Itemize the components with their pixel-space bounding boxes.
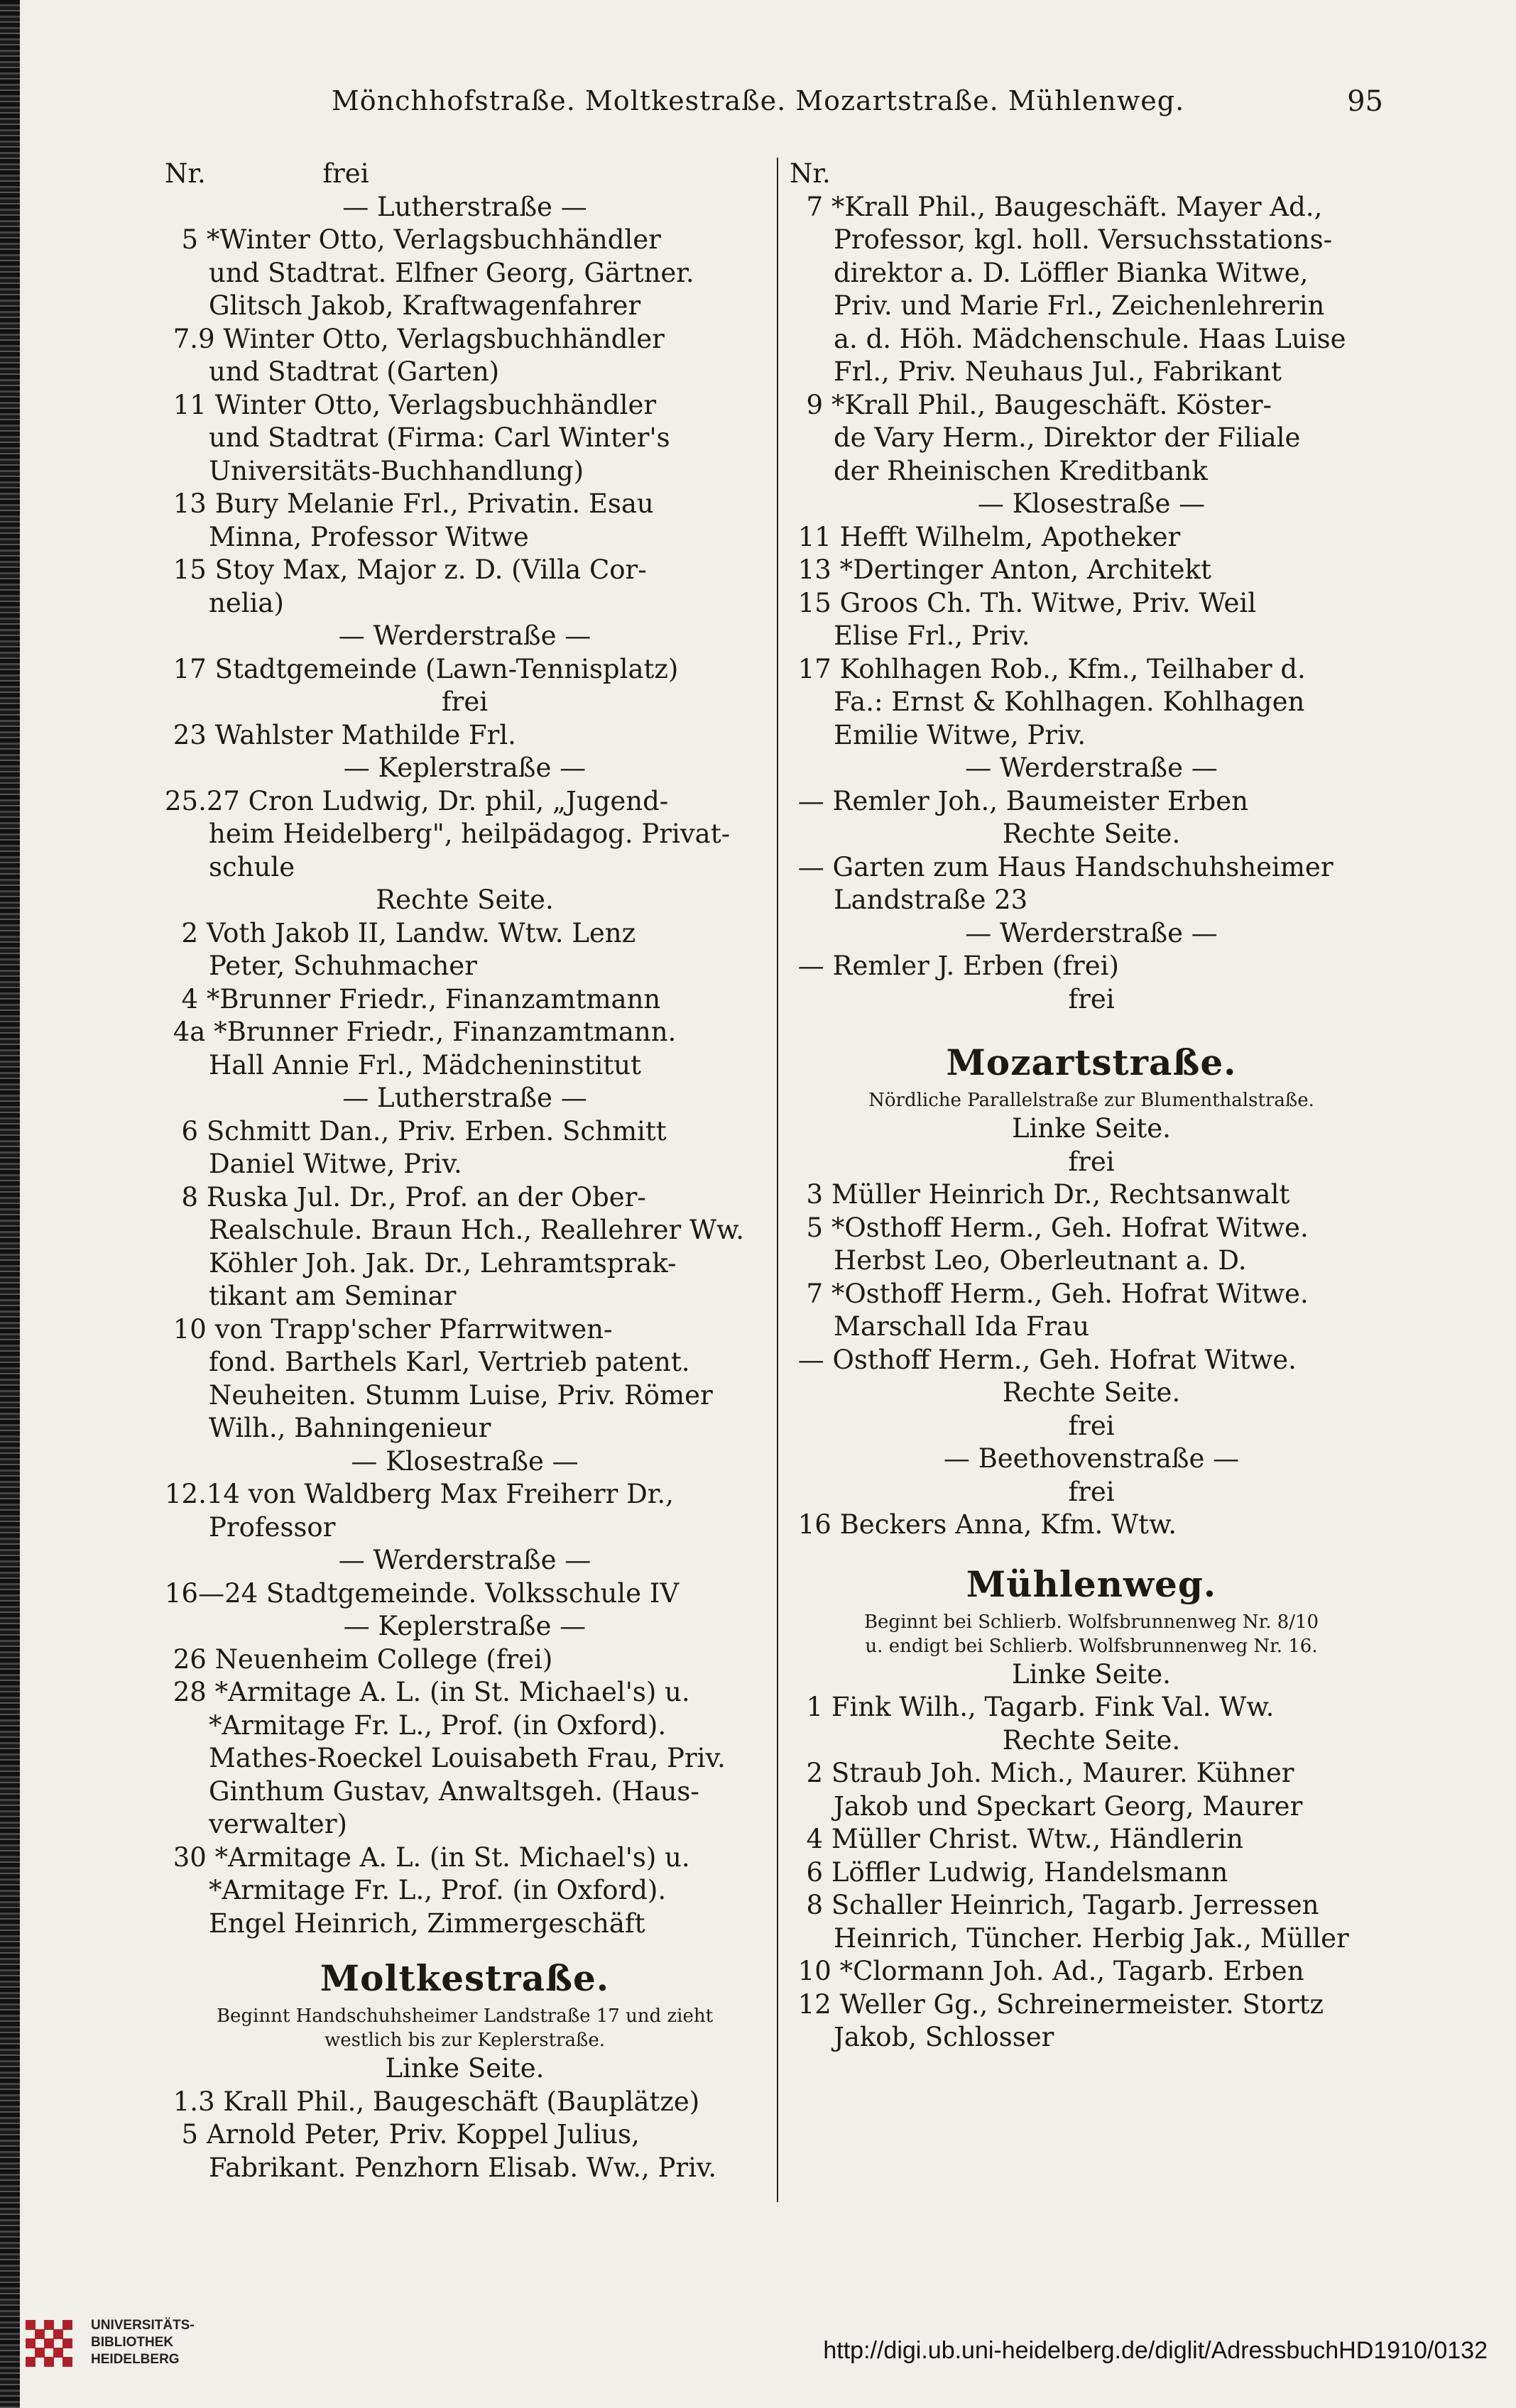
address-entry: — Remler J. Erben (frei) — [790, 951, 1119, 981]
address-entry: Professor, kgl. holl. Versuchsstations- — [834, 224, 1333, 255]
address-entry: Nr. — [790, 158, 831, 189]
address-entry: 1 Fink Wilh., Tagarb. Fink Val. Ww. — [790, 1692, 1275, 1722]
address-entry: Heinrich, Tüncher. Herbig Jak., Müller — [834, 1922, 1349, 1954]
right-entries — [790, 158, 1393, 1016]
address-entry: heim Heidelberg", heilpädagog. Privat- — [209, 819, 731, 849]
address-entry: Herbst Leo, Oberleutnant a. D. — [834, 1245, 1247, 1276]
address-entry: der Rheinischen Kreditbank — [834, 455, 1208, 486]
address-entry: 16 Beckers Anna, Kfm. Wtw. — [790, 1509, 1177, 1540]
section-label: frei — [1068, 1476, 1115, 1507]
address-entry: 6 Löffler Ludwig, Handelsmann — [790, 1856, 1228, 1888]
section-note-mozartstrasse: Nördliche Parallelstraße zur Blumenthalstraße. — [868, 1090, 1314, 1111]
address-entry: Realschule. Braun Hch., Reallehrer Ww. — [209, 1215, 745, 1245]
address-entry: a. d. Höh. Mädchenschule. Haas Luise — [834, 323, 1346, 354]
library-name-line: UNIVERSITÄTS- — [91, 2318, 195, 2333]
address-entry: Hall Annie Frl., Mädcheninstitut — [209, 1049, 641, 1080]
address-entry: *Armitage Fr. L., Prof. (in Oxford). — [209, 1709, 667, 1741]
address-entry: Priv. und Marie Frl., Zeichenlehrerin — [834, 290, 1325, 321]
address-entry: 16—24 Stadtgemeinde. Volksschule IV — [165, 1577, 680, 1609]
moltkestrasse-entries — [165, 2052, 765, 2184]
address-entry: 11 Winter Otto, Verlagsbuchhändler — [165, 389, 657, 420]
address-entry: 3 Müller Heinrich Dr., Rechtsanwalt — [790, 1179, 1290, 1210]
address-entry: 13 Bury Melanie Frl., Privatin. Esau — [165, 488, 654, 519]
address-entry: Marschall Ida Frau — [834, 1311, 1090, 1342]
right-column — [790, 158, 1393, 2054]
column-divider — [777, 158, 778, 2202]
book-binding-edge — [0, 0, 20, 2408]
address-entry: 5 *Osthoff Herm., Geh. Hofrat Witwe. — [790, 1212, 1309, 1243]
address-entry: — Garten zum Haus Handschuhsheimer — [790, 851, 1334, 882]
section-label: — Werderstraße — — [965, 917, 1218, 948]
section-heading-muehlenweg: Mühlenweg. — [966, 1563, 1217, 1605]
section-label: frei — [1068, 1410, 1115, 1441]
address-entry: 10 von Trapp'scher Pfarrwitwen- — [165, 1313, 613, 1345]
address-entry: 2 Voth Jakob II, Landw. Wtw. Lenz — [165, 917, 636, 948]
address-entry: fond. Barthels Karl, Vertrieb patent. — [209, 1347, 690, 1377]
address-entry: und Stadtrat. Elfner Georg, Gärtner. — [209, 257, 694, 288]
address-entry: Jakob, Schlosser — [834, 2022, 1054, 2052]
address-entry: Nr. frei — [165, 158, 369, 189]
section-label: — Klosestraße — — [977, 488, 1206, 519]
library-name-line: BIBLIOTHEK — [91, 2335, 174, 2350]
address-entry: — Osthoff Herm., Geh. Hofrat Witwe. — [790, 1344, 1297, 1375]
section-label: frei — [1068, 983, 1115, 1014]
section-label: — Keplerstraße — — [343, 1611, 587, 1641]
address-entry: 7 *Krall Phil., Baugeschäft. Mayer Ad., — [790, 191, 1323, 222]
section-note-muehlenweg: Beginnt bei Schlierb. Wolfsbrunnenweg Nr. 8/10 u. endigt bei Schlierb. Wolfsbrunnenweg Nr. 16. — [863, 1611, 1319, 1657]
address-entry: 12.14 von Waldberg Max Freiherr Dr., — [165, 1479, 674, 1509]
library-footer — [0, 2307, 1516, 2408]
address-entry: de Vary Herm., Direktor der Filiale — [834, 422, 1301, 453]
address-entry: 4a *Brunner Friedr., Finanzamtmann. — [165, 1017, 677, 1047]
address-entry: schule — [209, 851, 295, 882]
address-entry: Fabrikant. Penzhorn Elisab. Ww., Priv. — [209, 2152, 717, 2183]
address-entry: 11 Hefft Wilhelm, Apotheker — [790, 521, 1181, 552]
address-entry: Ginthum Gustav, Anwaltsgeh. (Haus- — [209, 1775, 699, 1807]
address-entry: 17 Kohlhagen Rob., Kfm., Teilhaber d. — [790, 653, 1306, 684]
page-number: 95 — [1347, 85, 1383, 118]
section-label: Rechte Seite. — [1002, 1377, 1181, 1408]
address-entry: 9 *Krall Phil., Baugeschäft. Köster- — [790, 389, 1272, 420]
address-entry: 1.3 Krall Phil., Baugeschäft (Bauplätze) — [165, 2086, 700, 2117]
section-label: — Lutherstraße — — [342, 191, 587, 222]
address-entry: Professor — [209, 1511, 336, 1543]
section-label: Rechte Seite. — [1002, 819, 1181, 849]
section-note-moltkestrasse: Beginnt Handschuhsheimer Landstraße 17 und zieht westlich bis zur Keplerstraße. — [216, 2005, 714, 2051]
page-header — [0, 85, 1516, 128]
section-label: Rechte Seite. — [376, 885, 554, 915]
muehlenweg-entries — [790, 1658, 1393, 2054]
address-entry: 4 *Brunner Friedr., Finanzamtmann — [165, 983, 661, 1014]
address-entry: 23 Wahlster Mathilde Frl. — [165, 719, 516, 750]
mozartstrasse-entries — [790, 1112, 1393, 1542]
address-entry: 13 *Dertinger Anton, Architekt — [790, 554, 1211, 585]
address-entry: 10 *Clormann Joh. Ad., Tagarb. Erben — [790, 1956, 1304, 1986]
section-heading-mozartstrasse: Mozartstraße. — [946, 1041, 1237, 1083]
address-entry: direktor a. D. Löffler Bianka Witwe, — [834, 257, 1309, 288]
address-entry: 7 *Osthoff Herm., Geh. Hofrat Witwe. — [790, 1278, 1309, 1309]
university-library-logo-icon — [23, 2317, 75, 2370]
section-label: — Beethovenstraße — — [943, 1443, 1240, 1474]
address-entry: Minna, Professor Witwe — [209, 521, 529, 552]
address-entry: 28 *Armitage A. L. (in St. Michael's) u. — [165, 1677, 690, 1707]
section-label: Linke Seite. — [385, 2053, 545, 2084]
library-name-line: HEIDELBERG — [91, 2352, 180, 2367]
left-column — [165, 158, 765, 2184]
address-entry: 5 Arnold Peter, Priv. Koppel Julius, — [165, 2119, 640, 2150]
address-entry: Köhler Joh. Jak. Dr., Lehramtsprak- — [209, 1247, 677, 1279]
address-entry: 4 Müller Christ. Wtw., Händlerin — [790, 1824, 1243, 1854]
address-entry: *Armitage Fr. L., Prof. (in Oxford). — [209, 1875, 667, 1905]
address-entry: 8 Ruska Jul. Dr., Prof. an der Ober- — [165, 1181, 646, 1213]
section-label: — Lutherstraße — — [342, 1083, 587, 1113]
section-label: frei — [441, 686, 489, 717]
address-entry: 12 Weller Gg., Schreinermeister. Stortz — [790, 1988, 1324, 2020]
source-url-link[interactable]: http://digi.ub.uni-heidelberg.de/diglit/AdressbuchHD1910/0132 — [823, 2337, 1488, 2364]
address-entry: Glitsch Jakob, Kraftwagenfahrer — [209, 290, 641, 321]
address-entry: Landstraße 23 — [834, 885, 1028, 915]
address-entry: 17 Stadtgemeinde (Lawn-Tennisplatz) — [165, 653, 679, 684]
address-entry: 15 Groos Ch. Th. Witwe, Priv. Weil — [790, 587, 1257, 618]
address-entry: tikant am Seminar — [209, 1281, 457, 1311]
section-label: Linke Seite. — [1012, 1658, 1171, 1690]
address-entry: 6 Schmitt Dan., Priv. Erben. Schmitt — [165, 1115, 667, 1146]
section-label: Rechte Seite. — [1002, 1724, 1181, 1756]
address-entry: Peter, Schuhmacher — [209, 951, 477, 981]
address-entry: und Stadtrat (Garten) — [209, 356, 500, 387]
section-label: — Werderstraße — — [965, 752, 1218, 783]
section-label: — Keplerstraße — — [343, 752, 587, 783]
address-entry: Emilie Witwe, Priv. — [834, 719, 1086, 750]
address-entry: — Remler Joh., Baumeister Erben — [790, 785, 1248, 816]
section-label: — Werderstraße — — [338, 1545, 591, 1575]
address-entry: 5 *Winter Otto, Verlagsbuchhändler — [165, 224, 661, 255]
address-entry: Fa.: Ernst & Kohlhagen. Kohlhagen — [834, 686, 1305, 717]
section-heading-moltkestrasse: Moltkestraße. — [320, 1957, 610, 1999]
section-label: frei — [1068, 1146, 1115, 1177]
address-entry: verwalter) — [209, 1809, 347, 1839]
address-entry: Universitäts-Buchhandlung) — [209, 455, 584, 486]
address-entry: und Stadtrat (Firma: Carl Winter's — [209, 422, 670, 453]
section-label: — Werderstraße — — [338, 620, 591, 651]
address-entry: 15 Stoy Max, Major z. D. (Villa Cor- — [165, 554, 647, 585]
address-entry: 30 *Armitage A. L. (in St. Michael's) u. — [165, 1841, 690, 1873]
address-entry: Frl., Priv. Neuhaus Jul., Fabrikant — [834, 356, 1282, 387]
address-entry: Mathes-Roeckel Louisabeth Frau, Priv. — [209, 1743, 726, 1773]
library-name — [91, 2317, 195, 2368]
address-entry: 26 Neuenheim College (frei) — [165, 1643, 553, 1675]
address-entry: Elise Frl., Priv. — [834, 620, 1030, 651]
section-label: Linke Seite. — [1012, 1113, 1171, 1144]
left-entries — [165, 158, 765, 1940]
address-entry: Jakob und Speckart Georg, Maurer — [834, 1790, 1303, 1822]
address-entry: Wilh., Bahningenieur — [209, 1413, 491, 1443]
address-entry: nelia) — [209, 587, 284, 618]
address-entry: 25.27 Cron Ludwig, Dr. phil, „Jugend- — [165, 785, 669, 816]
page-title: Mönchhofstraße. Moltkestraße. Mozartstraße. Mühlenweg. — [331, 85, 1185, 116]
address-entry: 2 Straub Joh. Mich., Maurer. Kühner — [790, 1758, 1294, 1788]
section-label: — Klosestraße — — [351, 1445, 579, 1477]
address-entry: Neuheiten. Stumm Luise, Priv. Römer — [209, 1379, 713, 1411]
address-entry: Engel Heinrich, Zimmergeschäft — [209, 1908, 645, 1939]
address-entry: 8 Schaller Heinrich, Tagarb. Jerressen — [790, 1890, 1319, 1920]
address-entry: Daniel Witwe, Priv. — [209, 1149, 462, 1179]
address-entry: 7.9 Winter Otto, Verlagsbuchhändler — [165, 323, 665, 354]
